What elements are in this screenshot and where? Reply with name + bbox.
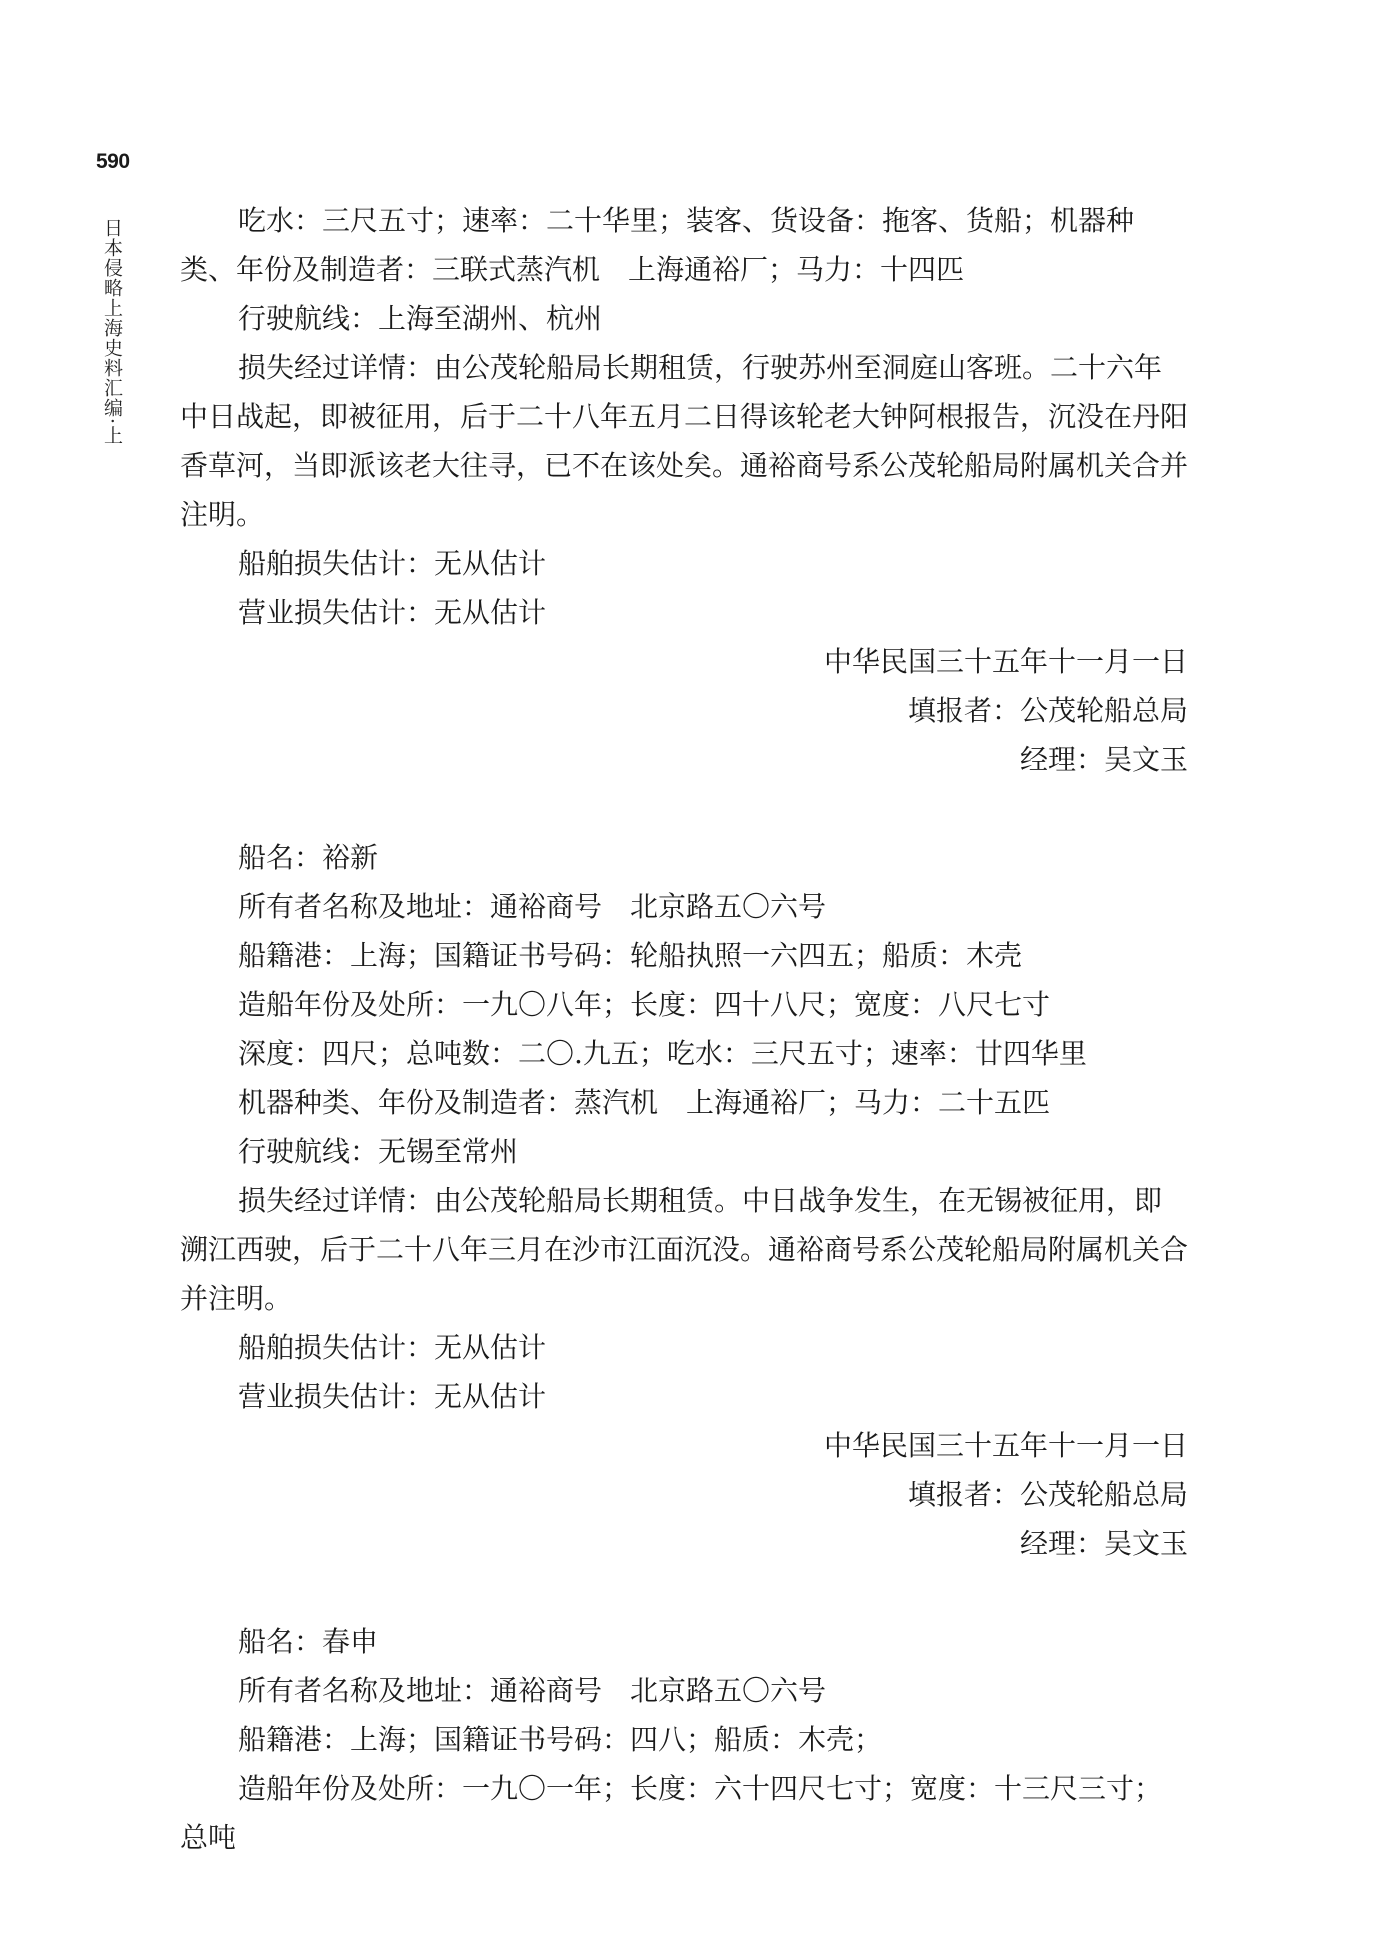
ship-loss-estimate: 船舶损失估计：无从估计 [238,547,547,580]
draft-speed-engine-paragraph: 吃水：三尺五寸；速率：二十华里；装客、货设备：拖客、货船；机器种类、年份及制造者：三联式蒸汽机 上海通裕厂；马力：十四匹 [180,204,1135,286]
record-yuxin [180,833,1188,1568]
reporter-line: 填报者：公茂轮船总局 [907,1478,1188,1511]
manager-line: 经理：吴文玉 [1019,1527,1188,1560]
record-divider-space [180,1568,1188,1617]
depth-tonnage-line: 深度：四尺；总吨数：二〇.九五；吃水：三尺五寸；速率：廿四华里 [238,1037,1087,1070]
business-loss-estimate: 营业损失估计：无从估计 [238,1380,547,1413]
registry-line: 船籍港：上海；国籍证书号码：四八；船质：木壳； [238,1723,883,1756]
engine-line: 机器种类、年份及制造者：蒸汽机 上海通裕厂；马力：二十五匹 [238,1086,1051,1119]
record-continued [180,196,1188,784]
registry-line: 船籍港：上海；国籍证书号码：轮船执照一六四五；船质：木壳 [238,939,1023,972]
report-date: 中华民国三十五年十一月一日 [823,645,1188,678]
build-dimensions-line: 造船年份及处所：一九〇八年；长度：四十八尺；宽度：八尺七寸 [238,988,1051,1021]
build-dimensions-line: 造船年份及处所：一九〇一年；长度：六十四尺七寸；宽度：十三尺三寸；总吨 [180,1772,1163,1854]
ship-name-line: 船名：春申 [238,1625,379,1658]
loss-details-paragraph: 损失经过详情：由公茂轮船局长期租赁。中日战争发生，在无锡被征用，即溯江西驶，后于二十八年三月在沙市江面沉没。通裕商号系公茂轮船局附属机关合并注明。 [180,1184,1189,1315]
ship-loss-estimate: 船舶损失估计：无从估计 [238,1331,547,1364]
report-date: 中华民国三十五年十一月一日 [823,1429,1188,1462]
record-chunshen [180,1617,1188,1862]
loss-details-paragraph: 损失经过详情：由公茂轮船局长期租赁，行驶苏州至洞庭山客班。二十六年中日战起，即被征用，后于二十八年五月二日得该轮老大钟阿根报告，沉没在丹阳香草河，当即派该老大往寻，已不在该处矣。通裕商号系公茂轮船局附属机关合并注明。 [180,351,1189,531]
running-title: 日本侵略上海史料汇编·上 [101,218,123,446]
reporter-line: 填报者：公茂轮船总局 [907,694,1188,727]
record-divider-space [180,784,1188,833]
ship-name-line: 船名：裕新 [238,841,379,874]
manager-line: 经理：吴文玉 [1019,743,1188,776]
page-number: 590 [96,150,130,173]
business-loss-estimate: 营业损失估计：无从估计 [238,596,547,629]
route-line: 行驶航线：上海至湖州、杭州 [238,302,603,335]
owner-line: 所有者名称及地址：通裕商号 北京路五〇六号 [238,890,827,923]
owner-line: 所有者名称及地址：通裕商号 北京路五〇六号 [238,1674,827,1707]
route-line: 行驶航线：无锡至常州 [238,1135,519,1168]
document-body [180,196,1188,1862]
